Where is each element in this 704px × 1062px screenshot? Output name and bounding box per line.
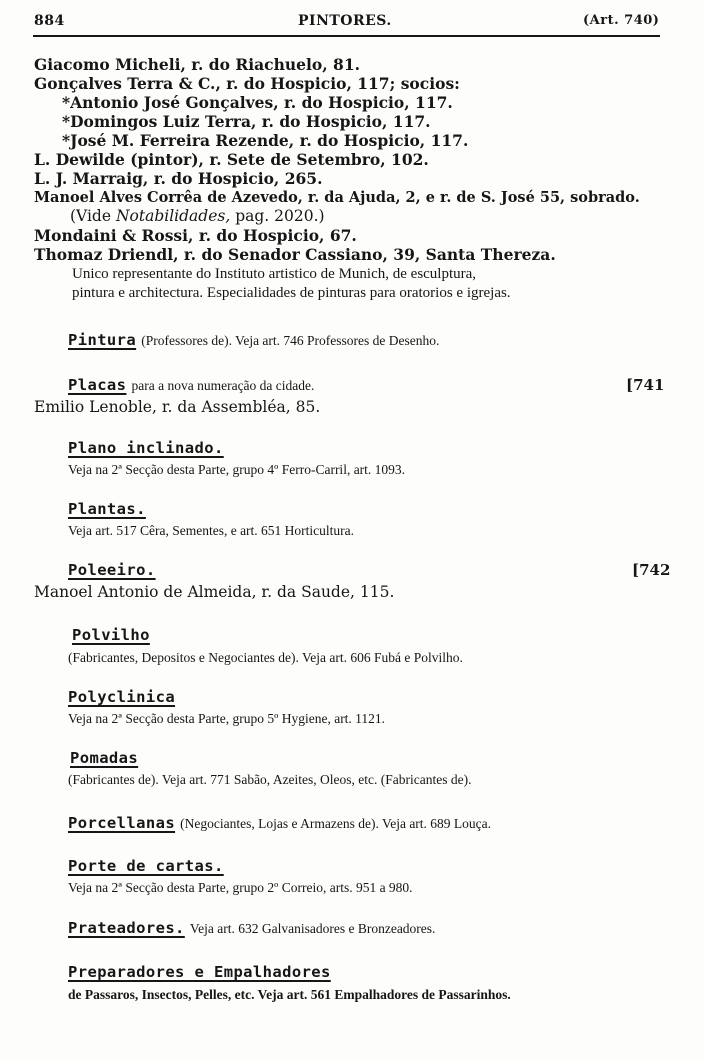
section-text: (Negociantes, Lojas e Armazens de). Veja art. 689 Louça. — [180, 816, 492, 831]
section-preparadores — [68, 962, 331, 981]
section-porcellanas — [68, 813, 491, 832]
section-heading: Porcellanas — [68, 814, 176, 832]
entry-line: Mondaini & Rossi, r. do Hospicio, 67. — [34, 226, 357, 245]
section-heading: Porte de cartas. — [68, 857, 224, 875]
section-text: (Professores de). Veja art. 746 Professores de Desenho. — [141, 333, 440, 348]
section-placas — [68, 375, 314, 394]
entry-line: L. Dewilde (pintor), r. Sete de Setembro, 102. — [34, 150, 429, 169]
section-heading: Placas — [68, 376, 127, 394]
entry-line: Gonçalves Terra & C., r. do Hospicio, 117; socios: — [34, 74, 460, 93]
article-number: [741 — [626, 376, 665, 394]
section-prateadores — [68, 918, 435, 937]
section-heading: Polyclinica — [68, 688, 176, 706]
entry-line: L. J. Marraig, r. do Hospicio, 265. — [34, 169, 323, 188]
section-text: (Fabricantes de). Veja art. 771 Sabão, Azeites, Oleos, etc. (Fabricantes de). — [68, 772, 472, 787]
section-heading: Preparadores e Empalhadores — [68, 963, 331, 981]
vide-suffix: pag. 2020.) — [230, 207, 325, 225]
section-text: Veja na 2ª Secção desta Parte, grupo 5º Hygiene, art. 1121. — [68, 711, 386, 726]
section-heading: Pintura — [68, 331, 137, 349]
entry-line: *Domingos Luiz Terra, r. do Hospicio, 117. — [62, 112, 431, 131]
vide-prefix: (Vide — [70, 207, 116, 225]
article-number: [742 — [632, 561, 671, 579]
description-line: Unico representante do Instituto artistico de Munich, de esculptura, — [72, 266, 477, 282]
vide-note — [70, 207, 325, 226]
section-heading: Poleeiro. — [68, 561, 156, 579]
running-title: PINTORES. — [298, 13, 392, 29]
section-polvilho — [72, 625, 150, 644]
section-text: Veja art. 632 Galvanisadores e Bronzeadores. — [189, 921, 436, 936]
section-plantas — [68, 499, 146, 518]
section-porte-de-cartas — [68, 856, 224, 875]
entry-line: Manoel Alves Corrêa de Azevedo, r. da Ajuda, 2, e r. de S. José 55, sobrado. — [34, 189, 640, 206]
description-line: pintura e architectura. Especialidades de pinturas para oratorios e igrejas. — [72, 285, 511, 301]
section-pintura — [68, 330, 439, 349]
section-heading: Polvilho — [72, 626, 150, 644]
section-heading: Pomadas — [70, 749, 139, 767]
section-pomadas — [70, 748, 138, 767]
section-text: Veja art. 517 Cêra, Sementes, e art. 651 Horticultura. — [68, 523, 355, 538]
entry-line: Giacomo Micheli, r. do Riachuelo, 81. — [34, 55, 361, 74]
article-reference: (Art. 740) — [583, 13, 660, 28]
section-text: Veja na 2ª Secção desta Parte, grupo 2º Correio, arts. 951 a 980. — [68, 880, 413, 895]
page-number: 884 — [34, 13, 65, 29]
section-heading: Plano inclinado. — [68, 439, 224, 457]
vide-italic: Notabilidades, — [115, 207, 231, 225]
section-text: Veja na 2ª Secção desta Parte, grupo 4º Ferro-Carril, art. 1093. — [68, 462, 406, 477]
section-heading: Prateadores. — [68, 919, 185, 937]
section-polyclinica — [68, 687, 175, 706]
section-poleeiro — [68, 560, 156, 579]
section-text: para a nova numeração da cidade. — [131, 378, 315, 393]
section-heading: Plantas. — [68, 500, 146, 518]
entry-line: *Antonio José Gonçalves, r. do Hospicio, 117. — [62, 93, 453, 112]
entry-line: *José M. Ferreira Rezende, r. do Hospicio, 117. — [62, 131, 469, 150]
entry-line: Thomaz Driendl, r. do Senador Cassiano, 39, Santa Thereza. — [34, 245, 556, 264]
section-text: (Fabricantes, Depositos e Negociantes de). Veja art. 606 Fubá e Polvilho. — [68, 650, 463, 665]
header-rule — [33, 35, 660, 37]
section-plano-inclinado — [68, 438, 224, 457]
section-text: de Passaros, Insectos, Pelles, etc. Veja art. 561 Empalhadores de Passarinhos. — [68, 987, 511, 1002]
entry-line: Emilio Lenoble, r. da Assembléa, 85. — [34, 398, 321, 416]
entry-line: Manoel Antonio de Almeida, r. da Saude, 115. — [34, 583, 395, 601]
